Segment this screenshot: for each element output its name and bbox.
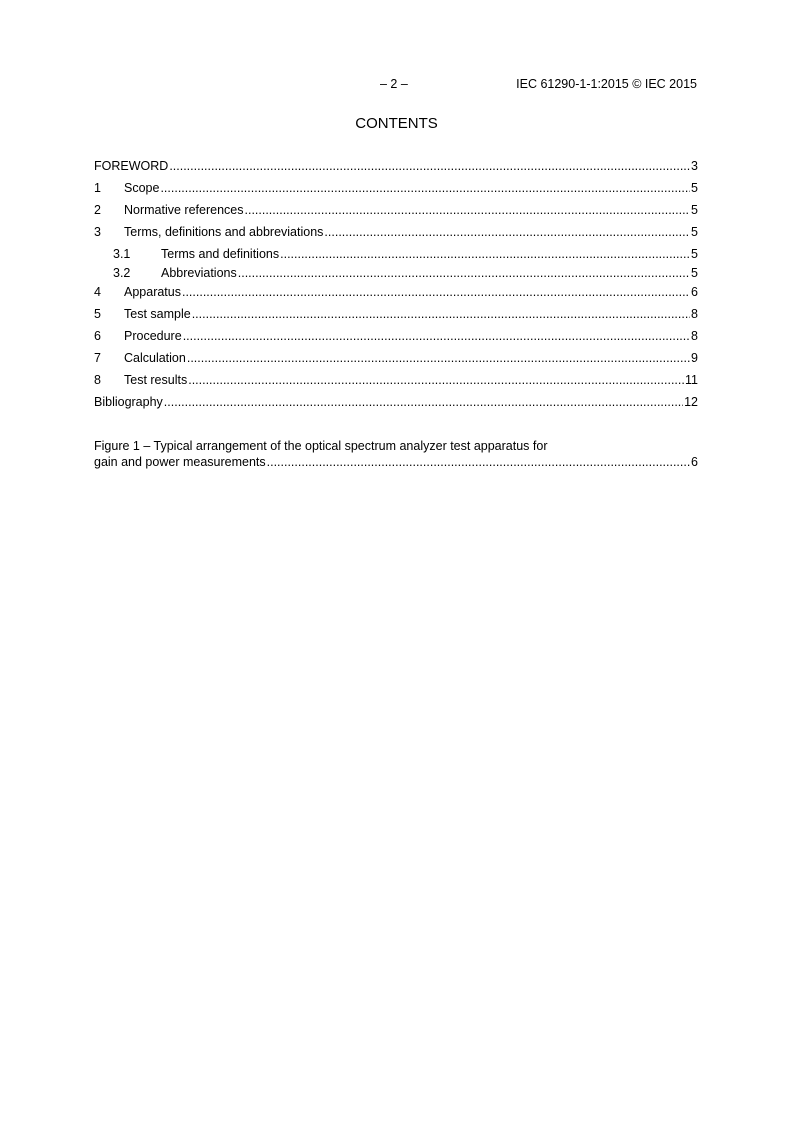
toc-entry-terms-and-definitions[interactable]: [94, 246, 698, 265]
toc-entry-label: Normative references: [124, 203, 244, 217]
dot-leader: [182, 284, 690, 300]
document-reference: IEC 61290-1-1:2015 © IEC 2015: [516, 77, 697, 91]
toc-entry-label: Test sample: [124, 307, 191, 321]
toc-entry-scope[interactable]: [94, 180, 698, 202]
toc-entry-number: 7: [94, 351, 101, 365]
toc-entry-page: 9: [691, 351, 698, 365]
toc-entry-procedure[interactable]: [94, 328, 698, 350]
toc-entry-number: 6: [94, 329, 101, 343]
toc-entry-label: Bibliography: [94, 395, 163, 409]
dot-leader: [192, 306, 690, 322]
page-number: – 2 –: [380, 77, 408, 91]
toc-entry-number: 8: [94, 373, 101, 387]
toc-entry-label: FOREWORD: [94, 159, 169, 173]
toc-entry-page: 12: [684, 395, 698, 409]
toc-entry-label: Abbreviations: [161, 266, 237, 280]
toc-entry-label: Apparatus: [124, 285, 181, 299]
toc-entry-abbreviations[interactable]: [94, 265, 698, 284]
toc-entry-calculation[interactable]: [94, 350, 698, 372]
figure-caption-line-1: Figure 1 – Typical arrangement of the optical spectrum analyzer test apparatus for: [94, 439, 548, 453]
contents-title: CONTENTS: [355, 115, 438, 132]
figure-entry-1[interactable]: [94, 438, 698, 470]
toc-entry-number: 3.1: [113, 247, 131, 261]
toc-entry-test-results[interactable]: [94, 372, 698, 394]
toc-entry-page: 3: [691, 159, 698, 173]
dot-leader: [164, 394, 683, 410]
toc-entry-terms-definitions[interactable]: [94, 224, 698, 246]
toc-entry-number: 1: [94, 181, 101, 195]
dot-leader: [324, 224, 690, 240]
toc-entry-page: 8: [691, 329, 698, 343]
toc-entry-label: Calculation: [124, 351, 186, 365]
dot-leader: [183, 328, 690, 344]
toc-entry-page: 6: [691, 285, 698, 299]
dot-leader: [267, 454, 690, 470]
toc-entry-page: 5: [691, 203, 698, 217]
toc-entry-page: 8: [691, 307, 698, 321]
dot-leader: [187, 350, 690, 366]
toc-entry-number: 3: [94, 225, 101, 239]
toc-entry-page: 5: [691, 266, 698, 280]
toc-entry-page: 5: [691, 247, 698, 261]
dot-leader: [238, 265, 690, 281]
figure-entry-page: 6: [691, 455, 698, 469]
toc-entry-label: Test results: [124, 373, 188, 387]
toc-entry-number: 2: [94, 203, 101, 217]
list-of-figures: [94, 438, 698, 470]
toc-entry-bibliography[interactable]: [94, 394, 698, 416]
toc-entry-label: Terms and definitions: [161, 247, 280, 261]
page-header: [0, 76, 793, 92]
toc-entry-normative-references[interactable]: [94, 202, 698, 224]
toc-entry-label: Terms, definitions and abbreviations: [124, 225, 324, 239]
toc-entry-number: 4: [94, 285, 101, 299]
dot-leader: [245, 202, 691, 218]
dot-leader: [188, 372, 684, 388]
dot-leader: [160, 180, 690, 196]
toc-entry-apparatus[interactable]: [94, 284, 698, 306]
toc-entry-label: Procedure: [124, 329, 182, 343]
toc-entry-foreword[interactable]: [94, 158, 698, 180]
toc-entry-number: 3.2: [113, 266, 131, 280]
toc-entry-number: 5: [94, 307, 101, 321]
toc-entry-page: 5: [691, 225, 698, 239]
toc-entry-page: 11: [685, 373, 698, 387]
toc-entry-test-sample[interactable]: [94, 306, 698, 328]
toc-entry-page: 5: [691, 181, 698, 195]
dot-leader: [280, 246, 690, 262]
table-of-contents: [94, 158, 698, 416]
dot-leader: [169, 158, 690, 174]
toc-entry-label: Scope: [124, 181, 160, 195]
figure-caption-line-2: gain and power measurements: [94, 455, 266, 469]
